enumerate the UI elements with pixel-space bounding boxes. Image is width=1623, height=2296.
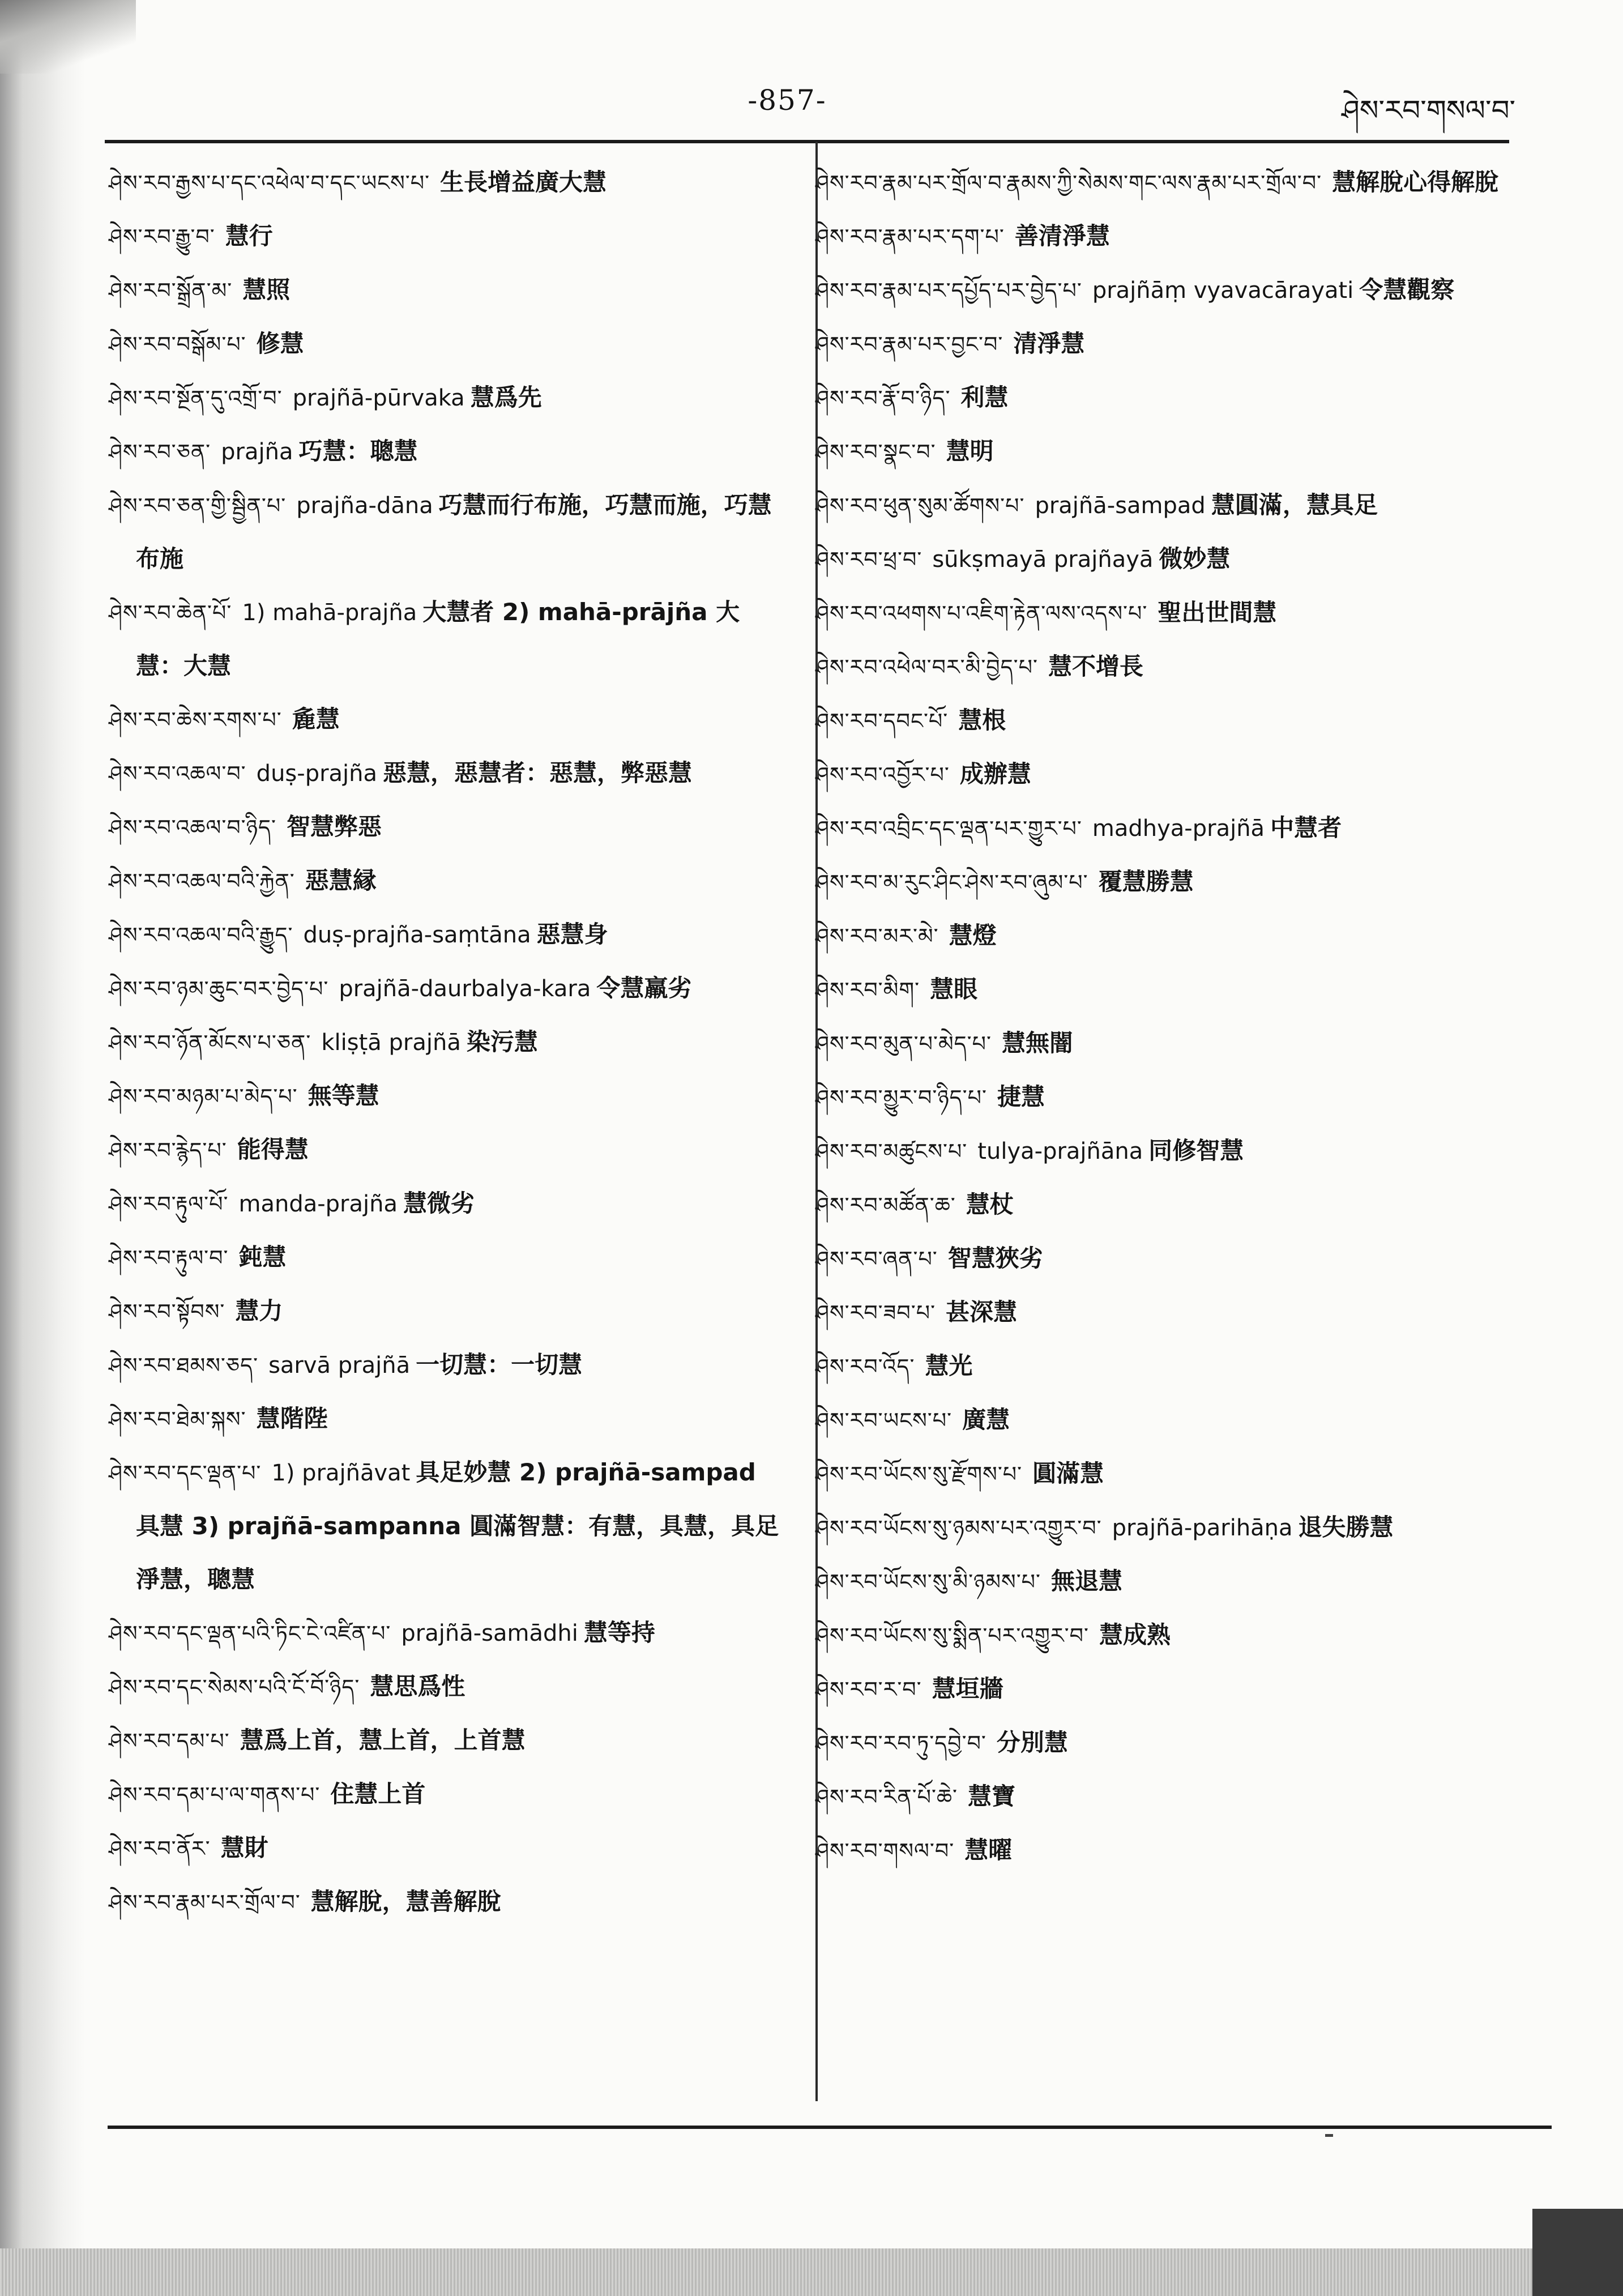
- dictionary-entry: [109, 1660, 783, 1714]
- entry-tibetan: ཤེས་རབ་ཉམ་ཆུང་བར་བྱེད་པ་: [109, 976, 329, 1001]
- entry-sanskrit: prajñā-daurbalya-kara: [339, 976, 591, 1002]
- dictionary-entry: [815, 1017, 1518, 1070]
- entry-sanskrit: kliṣṭā prajñā: [321, 1030, 461, 1056]
- entry-chinese: 令慧羸劣: [596, 974, 692, 1002]
- scan-bottom-strip: [0, 2248, 1623, 2296]
- entry-sanskrit: prajñā-pūrvaka: [292, 385, 465, 411]
- entry-tibetan: ཤེས་རབ་ནོར་: [109, 1836, 211, 1861]
- entry-sanskrit: duṣ-prajña: [256, 761, 378, 787]
- dictionary-entry: [815, 1555, 1518, 1608]
- dictionary-entry: [815, 801, 1518, 855]
- entry-tibetan: ཤེས་རབ་ཡོངས་སུ་སྨིན་པར་འགྱུར་བ་: [815, 1623, 1089, 1648]
- entry-chinese: 具足妙慧 2) prajñā-sampad 具慧 3) prajñā-sampanna 圓滿智慧：有慧，具慧，具足淨慧，聰慧: [136, 1458, 779, 1593]
- entry-chinese: 慧垣牆: [932, 1675, 1003, 1702]
- entry-chinese: 慧爲上首，慧上首，上首慧: [240, 1726, 526, 1754]
- entry-sanskrit: prajñā-sampad: [1035, 493, 1206, 519]
- entry-tibetan: ཤེས་རབ་མྱུར་བ་ཉིད་པ་: [815, 1085, 987, 1110]
- entry-tibetan: ཤེས་རབ་རྟུལ་བ་: [109, 1245, 229, 1270]
- entry-tibetan: ཤེས་རབ་རབ་ཏུ་དབྱེ་བ་: [815, 1731, 986, 1756]
- entry-tibetan: ཤེས་རབ་ཡངས་པ་: [815, 1408, 953, 1433]
- dictionary-entry: [109, 800, 783, 854]
- entry-tibetan: ཤེས་རབ་ཉོན་མོངས་པ་ཅན་: [109, 1030, 311, 1055]
- scan-corner-bottom-right: [1532, 2209, 1623, 2296]
- entry-tibetan: ཤེས་རབ་གསལ་བ་: [815, 1838, 955, 1863]
- dictionary-entry: [109, 1714, 783, 1768]
- dictionary-entry: [109, 854, 783, 908]
- dictionary-entry: [109, 371, 783, 425]
- dictionary-entry: [815, 1501, 1518, 1555]
- dictionary-entry: [109, 1231, 783, 1284]
- entry-tibetan: ཤེས་རབ་རྣོ་བ་ཉིད་: [815, 386, 951, 411]
- entry-tibetan: ཤེས་རབ་རིན་པོ་ཆེ་: [815, 1785, 958, 1810]
- entry-tibetan: ཤེས་རབ་ཡོངས་སུ་མི་ཉམས་པ་: [815, 1569, 1041, 1594]
- dictionary-entry: [109, 586, 783, 693]
- entry-tibetan: ཤེས་རབ་དང་སེམས་པའི་ངོ་བོ་ཉིད་: [109, 1675, 360, 1700]
- entry-chinese: 惡慧縁: [305, 867, 377, 894]
- dictionary-entry: [109, 746, 783, 800]
- entry-chinese: 慧爲先: [470, 383, 542, 411]
- dictionary-entry: [109, 210, 783, 263]
- entry-tibetan: ཤེས་རབ་འཆལ་བའི་རྒྱུད་: [109, 923, 293, 948]
- page-number: -857-: [748, 84, 827, 117]
- entry-sanskrit: duṣ-prajña-saṃtāna: [303, 922, 531, 948]
- entry-chinese: 甚深慧: [946, 1298, 1018, 1326]
- entry-chinese: 慧照: [242, 276, 291, 304]
- entry-tibetan: ཤེས་རབ་ཞན་པ་: [815, 1247, 938, 1271]
- dictionary-entry: [815, 371, 1518, 425]
- entry-sanskrit: tulya-prajñāna: [977, 1138, 1143, 1164]
- entry-chinese: 慧力: [235, 1297, 283, 1325]
- entry-tibetan: ཤེས་རབ་དང་ལྡན་པའི་ཏིང་ངེ་འཛིན་པ་: [109, 1621, 391, 1646]
- entry-chinese: 智慧弊惡: [286, 813, 382, 840]
- entry-tibetan: ཤེས་རབ་འབྲིང་དང་ལྡན་པར་གྱུར་པ་: [815, 816, 1082, 841]
- dictionary-entry: [815, 210, 1518, 263]
- entry-chinese: 退失勝慧: [1298, 1513, 1394, 1541]
- entry-chinese: 清淨慧: [1013, 330, 1085, 357]
- dictionary-entry: [815, 263, 1518, 317]
- entry-tibetan: ཤེས་རབ་མིག་: [815, 978, 920, 1002]
- dictionary-entry: [109, 962, 783, 1015]
- running-head: ཤེས་རབ་གསལ་བ་: [1342, 94, 1515, 127]
- entry-tibetan: ཤེས་རབ་ཟབ་པ་: [815, 1300, 936, 1325]
- entry-tibetan: ཤེས་རབ་མཉམ་པ་མེད་པ་: [109, 1084, 298, 1109]
- entry-chinese: 捷慧: [997, 1083, 1045, 1111]
- entry-chinese: 中慧者: [1270, 814, 1342, 842]
- entry-chinese: 成辦慧: [959, 760, 1031, 788]
- entry-sanskrit: prajña-dāna: [296, 493, 433, 519]
- entry-sanskrit: prajñāṃ vyavacārayati: [1092, 278, 1354, 304]
- dictionary-entry: [815, 1447, 1518, 1501]
- entry-tibetan: ཤེས་རབ་མཚོན་ཆ་: [815, 1193, 956, 1218]
- entry-tibetan: ཤེས་རབ་དབང་པོ་: [815, 709, 949, 733]
- dictionary-entry: [109, 1123, 783, 1177]
- entry-tibetan: ཤེས་རབ་འཆལ་བ་: [109, 761, 246, 786]
- dictionary-entry: [109, 1768, 783, 1821]
- dictionary-entry: [815, 479, 1518, 532]
- entry-tibetan: ཤེས་རབ་མཚུངས་པ་: [815, 1139, 968, 1164]
- entry-chinese: 利慧: [960, 383, 1009, 411]
- entry-chinese: 一切慧：一切慧: [416, 1351, 583, 1379]
- entry-tibetan: ཤེས་རབ་ཆེན་པོ་: [109, 600, 232, 625]
- dictionary-entry: [815, 1286, 1518, 1339]
- entry-tibetan: ཤེས་རབ་སྣང་བ་: [815, 439, 936, 464]
- dictionary-entry: [815, 640, 1518, 694]
- entry-chinese: 修慧: [256, 330, 304, 357]
- top-rule: [105, 140, 1509, 143]
- entry-tibetan: ཤེས་རབ་རྒྱས་པ་དང་འཕེལ་བ་དང་ཡངས་པ་: [109, 170, 430, 195]
- entry-chinese: 慧燈: [949, 921, 997, 949]
- dictionary-entry: [815, 1770, 1518, 1824]
- dictionary-entry: [815, 855, 1518, 909]
- entry-chinese: 巧慧而行布施，巧慧而施，巧慧布施: [136, 491, 772, 573]
- entry-chinese: 染污慧: [466, 1028, 538, 1056]
- entry-chinese: 巧慧：聰慧: [298, 437, 418, 465]
- entry-chinese: 住慧上首: [330, 1780, 426, 1808]
- entry-chinese: 智慧狹劣: [947, 1244, 1043, 1272]
- dictionary-entry: [815, 1824, 1518, 1877]
- entry-chinese: 無退慧: [1051, 1567, 1123, 1595]
- entry-tibetan: ཤེས་རབ་བསྒོམ་པ་: [109, 332, 246, 357]
- entry-tibetan: ཤེས་རབ་འབྱོར་པ་: [815, 762, 950, 787]
- entry-tibetan: ཤེས་རབ་ཅན་: [109, 439, 211, 464]
- entry-sanskrit: madhya-prajñā: [1092, 816, 1265, 842]
- entry-chinese: 善清淨慧: [1014, 222, 1110, 250]
- entry-tibetan: ཤེས་རབ་ཡོངས་སུ་རྫོགས་པ་: [815, 1462, 1023, 1487]
- dictionary-entry: [815, 317, 1518, 371]
- entry-sanskrit: 1) mahā-prajña: [242, 600, 417, 626]
- entry-tibetan: ཤེས་རབ་རྣམ་པར་བྱང་བ་: [815, 332, 1003, 357]
- dictionary-entry: [109, 693, 783, 746]
- entry-tibetan: ཤེས་རབ་འོད་: [815, 1354, 915, 1379]
- entry-tibetan: ཤེས་རབ་རྣམ་པར་གྲོལ་བ་རྣམས་ཀྱི་སེམས་གང་ལས་རྣམ་པར་གྲོལ་བ་: [815, 170, 1322, 195]
- entry-tibetan: ཤེས་རབ་རྣམ་པར་དག་པ་: [815, 224, 1005, 249]
- dictionary-entry: [815, 1339, 1518, 1393]
- dictionary-entry: [815, 1662, 1518, 1716]
- dictionary-entry: [109, 1606, 783, 1660]
- dictionary-entry: [109, 1069, 783, 1123]
- entry-chinese: 慧根: [958, 706, 1006, 734]
- dictionary-entry: [109, 1392, 783, 1446]
- entry-tibetan: ཤེས་རབ་འཕགས་པ་འཇིག་རྟེན་ལས་འདས་པ་: [815, 601, 1148, 626]
- entry-chinese: 慧思爲性: [370, 1672, 465, 1700]
- dictionary-entry: [815, 156, 1518, 210]
- dictionary-entry: [109, 1284, 783, 1338]
- entry-sanskrit: 1) prajñāvat: [271, 1460, 411, 1486]
- entry-chinese: 慧明: [946, 437, 994, 465]
- entry-chinese: 大慧者 2) mahā-prājña 大慧：大慧: [136, 598, 740, 680]
- entry-tibetan: ཤེས་རབ་རྟུལ་པོ་: [109, 1192, 229, 1217]
- entry-chinese: 分別慧: [996, 1729, 1068, 1756]
- bottom-rule: [108, 2126, 1552, 2129]
- dictionary-entry: [815, 1608, 1518, 1662]
- entry-tibetan: ཤེས་རབ་ཡོངས་སུ་ཉམས་པར་འགྱུར་བ་: [815, 1516, 1102, 1540]
- entry-chinese: 能得慧: [237, 1136, 309, 1163]
- entry-chinese: 慧微劣: [403, 1189, 475, 1217]
- dictionary-entry: [109, 317, 783, 371]
- dictionary-entry: [109, 425, 783, 479]
- entry-chinese: 覆慧勝慧: [1098, 868, 1194, 895]
- dictionary-entry: [109, 1875, 783, 1929]
- scan-edge-shadow: [0, 0, 85, 2296]
- entry-chinese: 慧等持: [583, 1619, 655, 1646]
- entry-tibetan: ཤེས་རབ་ཐམས་ཅད་: [109, 1353, 259, 1378]
- entry-chinese: 廣慧: [962, 1406, 1010, 1433]
- left-column: [109, 156, 783, 1929]
- entry-tibetan: ཤེས་རབ་རྣམ་པར་གྲོལ་བ་: [109, 1890, 301, 1915]
- entry-tibetan: ཤེས་རབ་དམ་པ་: [109, 1729, 230, 1753]
- entry-chinese: 令慧觀察: [1359, 276, 1455, 304]
- entry-chinese: 慧財: [220, 1834, 268, 1862]
- dictionary-entry: [815, 1070, 1518, 1124]
- dictionary-entry: [109, 1015, 783, 1069]
- entry-tibetan: ཤེས་རབ་སྔོན་དུ་འགྲོ་བ་: [109, 386, 283, 411]
- entry-tibetan: ཤེས་རབ་འཆལ་བའི་རྐྱེན་: [109, 869, 295, 894]
- entry-chinese: 鈍慧: [238, 1243, 287, 1271]
- dictionary-entry: [109, 1177, 783, 1231]
- dictionary-entry: [815, 1178, 1518, 1232]
- entry-tibetan: ཤེས་རབ་རྙེད་པ་: [109, 1138, 227, 1163]
- entry-chinese: 慧解脫，慧善解脫: [310, 1888, 501, 1915]
- dictionary-entry: [109, 1446, 783, 1606]
- entry-tibetan: ཤེས་རབ་དམ་པ་ལ་གནས་པ་: [109, 1782, 321, 1807]
- print-speck: [1325, 2134, 1333, 2137]
- entry-chinese: 圓滿慧: [1032, 1459, 1104, 1487]
- entry-tibetan: ཤེས་རབ་རྒྱུ་བ་: [109, 224, 215, 249]
- dictionary-entry: [815, 1393, 1518, 1447]
- entry-chinese: 聖出世間慧: [1158, 599, 1277, 626]
- dictionary-entry: [815, 694, 1518, 748]
- entry-tibetan: ཤེས་རབ་དང་ལྡན་པ་: [109, 1461, 262, 1486]
- entry-tibetan: ཤེས་རབ་མ་རུང་ཤིང་ཤེས་རབ་ཞུམ་པ་: [815, 870, 1088, 895]
- entry-chinese: 惡慧身: [536, 920, 608, 948]
- entry-tibetan: ཤེས་རབ་སྟོབས་: [109, 1299, 225, 1324]
- entry-chinese: 慧不增長: [1048, 652, 1143, 680]
- entry-chinese: 無等慧: [307, 1082, 379, 1109]
- entry-sanskrit: prajñā-samādhi: [401, 1620, 578, 1646]
- entry-chinese: 慧眼: [930, 975, 978, 1003]
- entry-chinese: 麁慧: [292, 705, 340, 733]
- dictionary-entry: [109, 479, 783, 586]
- entry-sanskrit: prajña: [221, 439, 293, 465]
- scan-corner-top-left: [0, 0, 136, 74]
- entry-sanskrit: prajñā-parihāṇa: [1112, 1515, 1293, 1541]
- entry-tibetan: ཤེས་རབ་རྣམ་པར་དཔྱོད་པར་བྱེད་པ་: [815, 278, 1082, 303]
- dictionary-entry: [109, 263, 783, 317]
- entry-chinese: 生長增益廣大慧: [440, 168, 607, 196]
- dictionary-entry: [815, 1232, 1518, 1286]
- dictionary-entry: [815, 586, 1518, 640]
- dictionary-entry: [815, 909, 1518, 963]
- entry-chinese: 微妙慧: [1159, 545, 1231, 573]
- entry-tibetan: ཤེས་རབ་ཕྲ་བ་: [815, 547, 922, 572]
- dictionary-entry: [815, 1716, 1518, 1770]
- entry-chinese: 慧杖: [966, 1190, 1014, 1218]
- dictionary-entry: [109, 156, 783, 210]
- dictionary-entry: [815, 1124, 1518, 1178]
- right-column: [815, 156, 1518, 1877]
- entry-chinese: 惡慧，惡慧者：惡慧，弊惡慧: [383, 759, 693, 787]
- dictionary-entry: [815, 532, 1518, 586]
- entry-chinese: 同修智慧: [1148, 1137, 1244, 1164]
- entry-tibetan: ཤེས་རབ་འཕེལ་བར་མི་བྱེད་པ་: [815, 655, 1038, 680]
- entry-sanskrit: manda-prajña: [238, 1191, 398, 1217]
- entry-tibetan: ཤེས་རབ་ཆེས་རགས་པ་: [109, 707, 282, 732]
- entry-tibetan: ཤེས་རབ་སྒྲོན་མ་: [109, 278, 233, 303]
- dictionary-entry: [109, 1338, 783, 1392]
- dictionary-entry: [815, 425, 1518, 479]
- dictionary-entry: [109, 1821, 783, 1875]
- entry-tibetan: ཤེས་རབ་འཆལ་བ་ཉིད་: [109, 815, 276, 840]
- entry-chinese: 慧圓滿，慧具足: [1211, 491, 1378, 519]
- entry-chinese: 慧曜: [964, 1836, 1013, 1864]
- entry-chinese: 慧無闇: [1002, 1029, 1074, 1057]
- entry-chinese: 慧光: [925, 1352, 973, 1380]
- entry-tibetan: ཤེས་རབ་ཐེམ་སྐས་: [109, 1407, 246, 1432]
- entry-chinese: 慧寶: [968, 1782, 1016, 1810]
- entry-chinese: 慧解脫心得解脫: [1332, 168, 1499, 196]
- entry-tibetan: ཤེས་རབ་ར་བ་: [815, 1677, 922, 1702]
- entry-chinese: 慧成熟: [1099, 1621, 1171, 1649]
- entry-sanskrit: sūkṣmayā prajñayā: [932, 547, 1154, 573]
- dictionary-entry: [815, 963, 1518, 1017]
- entry-sanskrit: sarvā prajñā: [268, 1352, 411, 1379]
- entry-chinese: 慧階陛: [256, 1405, 328, 1432]
- entry-tibetan: ཤེས་རབ་མུན་པ་མེད་པ་: [815, 1031, 992, 1056]
- entry-tibetan: ཤེས་རབ་ཕུན་སུམ་ཚོགས་པ་: [815, 493, 1025, 518]
- dictionary-entry: [815, 748, 1518, 801]
- entry-tibetan: ཤེས་རབ་ཅན་གྱི་སྦྱིན་པ་: [109, 493, 287, 518]
- dictionary-entry: [109, 908, 783, 962]
- entry-chinese: 慧行: [225, 222, 273, 250]
- entry-tibetan: ཤེས་རབ་མར་མེ་: [815, 924, 939, 949]
